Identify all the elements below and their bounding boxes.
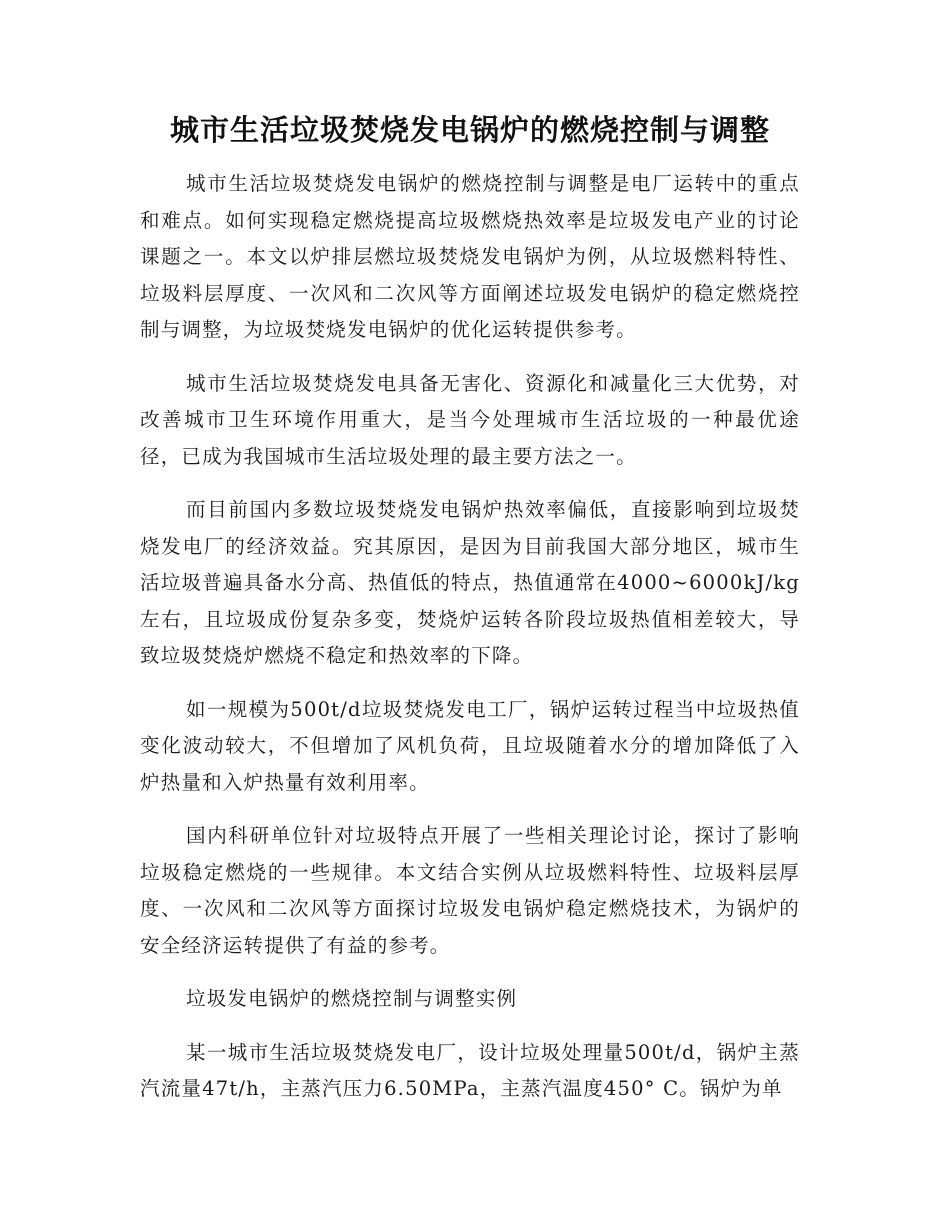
section-heading: 垃圾发电锅炉的燃烧控制与调整实例 bbox=[186, 987, 518, 1010]
document-title: 城市生活垃圾焚烧发电锅炉的燃烧控制与调整 bbox=[169, 113, 770, 147]
paragraph-example-plant: 如一规模为500t/d垃圾焚烧发电工厂，锅炉运转过程当中垃圾热值变化波动较大，不但增加了风机负荷，且垃圾随着水分的增加降低了入炉热量和入炉热量有效利用率。 bbox=[140, 697, 800, 794]
paragraph-advantages: 城市生活垃圾焚烧发电具备无害化、资源化和减量化三大优势，对改善城市卫生环境作用重大，是当今处理城市生活垃圾的一种最优途径，已成为我国城市生活垃圾处理的最主要方法之一。 bbox=[140, 371, 800, 468]
paragraph-efficiency: 而目前国内多数垃圾焚烧发电锅炉热效率偏低，直接影响到垃圾焚烧发电厂的经济效益。究其原因，是因为目前我国大部分地区，城市生活垃圾普遍具备水分高、热值低的特点，热值通常在4000~6000kJ/kg左右，且垃圾成份复杂多变，焚烧炉运转各阶段垃圾热值相差较大，导致垃圾焚烧炉燃烧不稳定和热效率的下降。 bbox=[140, 498, 800, 667]
paragraph-intro: 城市生活垃圾焚烧发电锅炉的燃烧控制与调整是电厂运转中的重点和难点。如何实现稳定燃烧提高垃圾燃烧热效率是垃圾发电产业的讨论课题之一。本文以炉排层燃垃圾焚烧发电锅炉为例，从垃圾燃料特性、垃圾料层厚度、一次风和二次风等方面阐述垃圾发电锅炉的稳定燃烧控制与调整，为垃圾焚烧发电锅炉的优化运转提供参考。 bbox=[140, 172, 800, 341]
paragraph-case: 某一城市生活垃圾焚烧发电厂，设计垃圾处理量500t/d，锅炉主蒸汽流量47t/h，主蒸汽压力6.50MPa，主蒸汽温度450° C。锅炉为单 bbox=[140, 1040, 800, 1100]
paragraph-research: 国内科研单位针对垃圾特点开展了一些相关理论讨论，探讨了影响垃圾稳定燃烧的一些规律。本文结合实例从垃圾燃料特性、垃圾料层厚度、一次风和二次风等方面探讨垃圾发电锅炉稳定燃烧技术，为锅炉的安全经济运转提供了有益的参考。 bbox=[140, 824, 800, 957]
